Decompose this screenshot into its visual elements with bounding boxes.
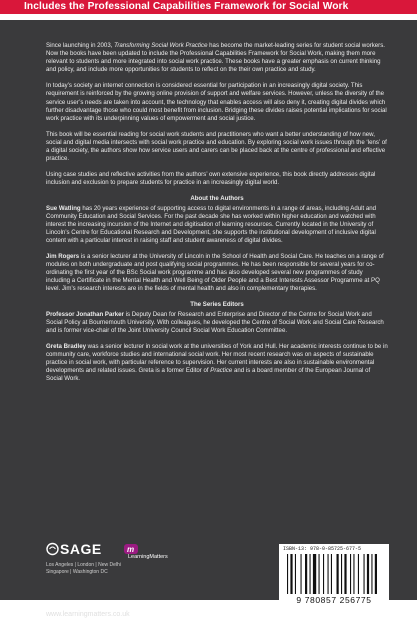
cover-footer xyxy=(0,538,417,620)
case-studies-paragraph: Using case studies and reflective activities from the authors’ own extensive experience, this book directly addresses digital inclusion and exclusion to prepare students for practice in an increasingly digital world. xyxy=(46,171,376,187)
banner-text: Includes the Professional Capabilities Framework for Social Work xyxy=(24,1,349,12)
publisher-logo-text: SAGE xyxy=(60,541,102,557)
series-title: Transforming Social Work Practice xyxy=(114,42,208,49)
author-name: Sue Watling xyxy=(46,204,81,212)
editors-heading: The Series Editors xyxy=(190,301,244,309)
author-name: Jim Rogers xyxy=(46,252,80,260)
publisher-cities: Los Angeles | London | New Delhi Singapore | Washington DC xyxy=(46,562,121,575)
journal-title: Practice xyxy=(210,367,233,375)
imprint-name: LearningMatters xyxy=(128,554,168,560)
barcode xyxy=(279,544,389,607)
digital-society-paragraph: In today’s society an internet connection is considered essential for participation in an increasingly digital society. This requirement is reinforced by the growing online provision of support and welfare services. However, unless the diversity of the service user’s needs are taken into account, the technology that enables access will also deny it, creating digital divides which further disadvantage those who could most benefit from inclusion. Bridging these divides raises potential implications for social work practice with its underpinning values of empowerment and social justice. xyxy=(46,82,387,122)
top-banner xyxy=(0,0,417,14)
authors-heading: About the Authors xyxy=(190,195,244,203)
learning-matters-logo-icon xyxy=(124,544,138,554)
blurb-content xyxy=(46,42,388,391)
editor-name: Professor Jonathan Parker xyxy=(46,310,124,318)
back-cover-panel xyxy=(0,20,417,618)
editor-name: Greta Bradley xyxy=(46,342,86,350)
svg-text:m: m xyxy=(127,545,135,554)
publisher-website: www.learningmatters.co.uk xyxy=(46,611,130,618)
sage-logo-icon xyxy=(46,542,59,556)
isbn-text: ISBN-13: 978-0-85725-677-5 xyxy=(283,546,362,552)
author-bio-rogers: Jim Rogers is a senior lecturer at the University of Lincoln in the School of Health and Social Care. He teaches on a range of modules on both undergraduate and post qualifying social programmes. He has been responsible for several years for co-ordinating the first year of the BSc Social work programme and has also developed several new programmes of study including a Certificate in the Mental Health and Well Being of Older People and a Best Interests Assessor Programme at PQ level. Jim’s research interests are in the fields of mental health and also in complementary therapies. xyxy=(46,252,384,293)
barcode-number: 9 780857 256775 xyxy=(296,595,372,605)
author-bio-watling: Sue Watling has 20 years experience of supporting access to digital environments in a range of areas, including Adult and Community Education and Social Services. For the past decade she has worked within higher education and watched with interest the increasing incursion of the Internet and digitisation of learning resources. Currently located in the University of Lincoln’s Centre for Educational Research and Development, she supports the institutional development of inclusive digital content with a particular interest in raising staff and student awareness of digital divides. xyxy=(46,204,377,244)
editor-bio-parker: Professor Jonathan Parker is Deputy Dean for Research and Enterprise and Director of the Centre for Social Work and Social Policy at Bournemouth University. With colleagues, he developed the Centre of Social Work and Social Care Research and is former vice-chair of the Joint University Council Social Work Education Committee. xyxy=(46,310,384,334)
intro-paragraph: Since launching in 2003, Transforming Social Work Practice has become the market-leading series for student social workers. Now the books have been updated to include the Professional Capabilities Framework for Social Work, making them more relevant to students and more integrated into social work practice. These books have a greater emphasis on current thinking and policy, and include more opportunities for students to reflect on the their own practice and study. xyxy=(46,42,385,74)
editor-bio-bradley: Greta Bradley was a senior lecturer in social work at the universities of York and Hull. Her academic interests continue to be in community care, workforce studies and international social work. Her most recent research was on aspects of sustainable practice in social work, with particular reference to supervision. Her current interests are also in sustainable environmental developments and related issues. Greta is a former Editor of Practice and is a board member of the European Journal of Social Work. xyxy=(46,342,388,383)
essential-reading-paragraph: This book will be essential reading for social work students and practitioners who want a better understanding of how new, social and digital media intersects with social work practice and education. By exploring social work issues through the ‘lens’ of a digital society, the authors show how service users and carers can be placed back at the centre of professional and effective practice. xyxy=(46,130,387,163)
